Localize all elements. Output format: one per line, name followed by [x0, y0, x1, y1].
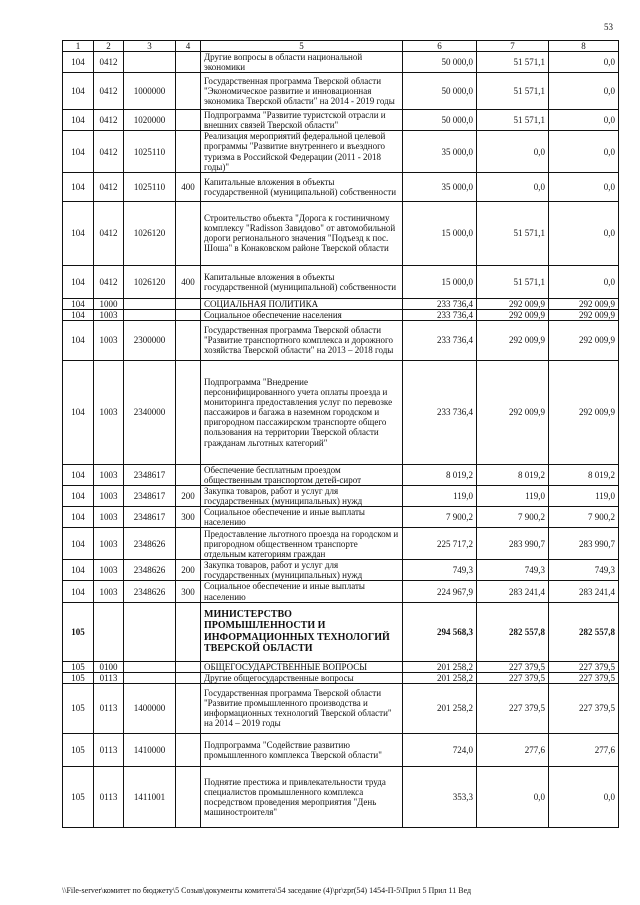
col3-cell	[124, 661, 176, 672]
col6-amount-cell: 201 258,2	[403, 672, 477, 683]
col1-cell: 104	[63, 52, 94, 73]
col2-cell: 1003	[94, 486, 124, 507]
column-header: 4	[176, 41, 201, 52]
col4-cell	[176, 73, 201, 110]
table-row	[63, 110, 619, 131]
col3-cell: 1026120	[124, 201, 176, 265]
table-row	[63, 201, 619, 265]
item-name-cell: МИНИСТЕРСТВО ПРОМЫШЛЕННОСТИ И ИНФОРМАЦИОННЫХ ТЕХНОЛОГИЙ ТВЕРСКОЙ ОБЛАСТИ	[201, 602, 403, 661]
col6-amount-cell: 50 000,0	[403, 73, 477, 110]
item-name-cell: Строительство объекта "Дорога к гостиничному комплексу "Radisson Завидово" от автомобильной дороги регионального значения "Подъезд к пос. Шоша" в Конаковском районе Тверской области	[201, 201, 403, 265]
col2-cell: 1003	[94, 464, 124, 485]
table-row	[63, 52, 619, 73]
col2-cell: 1003	[94, 320, 124, 360]
col3-cell: 2348617	[124, 464, 176, 485]
page-number: 53	[604, 22, 613, 32]
col7-amount-cell: 8 019,2	[477, 464, 549, 485]
col1-cell: 105	[63, 602, 94, 661]
col6-amount-cell: 15 000,0	[403, 265, 477, 298]
col6-amount-cell: 353,3	[403, 766, 477, 827]
table-row	[63, 560, 619, 581]
col8-amount-cell: 8 019,2	[549, 464, 619, 485]
col3-cell: 2348617	[124, 507, 176, 528]
col2-cell: 0412	[94, 131, 124, 172]
col4-cell	[176, 766, 201, 827]
table-header-row	[63, 41, 619, 52]
col2-cell: 0113	[94, 683, 124, 733]
col8-amount-cell: 227 379,5	[549, 661, 619, 672]
col7-amount-cell: 292 009,9	[477, 298, 549, 309]
col2-cell: 1003	[94, 528, 124, 560]
col4-cell	[176, 131, 201, 172]
col7-amount-cell: 282 557,8	[477, 602, 549, 661]
col6-amount-cell: 233 736,4	[403, 320, 477, 360]
col2-cell: 0412	[94, 265, 124, 298]
table-row	[63, 581, 619, 602]
col7-amount-cell: 292 009,9	[477, 309, 549, 320]
col4-cell	[176, 661, 201, 672]
col4-cell: 200	[176, 486, 201, 507]
col8-amount-cell: 0,0	[549, 73, 619, 110]
col2-cell: 0100	[94, 661, 124, 672]
table-row	[63, 528, 619, 560]
col2-cell: 0113	[94, 733, 124, 766]
col7-amount-cell: 283 990,7	[477, 528, 549, 560]
col2-cell: 0113	[94, 766, 124, 827]
col1-cell: 104	[63, 581, 94, 602]
col3-cell: 1411001	[124, 766, 176, 827]
col7-amount-cell: 0,0	[477, 766, 549, 827]
col4-cell	[176, 464, 201, 485]
col7-amount-cell: 749,3	[477, 560, 549, 581]
col4-cell: 200	[176, 560, 201, 581]
col6-amount-cell: 233 736,4	[403, 309, 477, 320]
col7-amount-cell: 51 571,1	[477, 110, 549, 131]
table-row	[63, 172, 619, 201]
col8-amount-cell: 0,0	[549, 131, 619, 172]
col3-cell: 2348626	[124, 560, 176, 581]
col8-amount-cell: 0,0	[549, 265, 619, 298]
col4-cell	[176, 298, 201, 309]
col4-cell	[176, 672, 201, 683]
col2-cell: 1003	[94, 309, 124, 320]
col6-amount-cell: 8 019,2	[403, 464, 477, 485]
col3-cell: 2348617	[124, 486, 176, 507]
col1-cell: 104	[63, 507, 94, 528]
item-name-cell: Закупка товаров, работ и услуг для государственных (муниципальных) нужд	[201, 560, 403, 581]
item-name-cell: Реализация мероприятий федеральной целевой программы "Развитие внутреннего и въездного туризма в Российской Федерации (2011 - 2018 годы)"	[201, 131, 403, 172]
col3-cell	[124, 309, 176, 320]
table-row	[63, 131, 619, 172]
column-header: 1	[63, 41, 94, 52]
col3-cell: 1025110	[124, 172, 176, 201]
col2-cell: 0412	[94, 52, 124, 73]
col4-cell	[176, 201, 201, 265]
col2-cell: 1003	[94, 360, 124, 464]
col8-amount-cell: 292 009,9	[549, 360, 619, 464]
column-header: 5	[201, 41, 403, 52]
col7-amount-cell: 7 900,2	[477, 507, 549, 528]
table-row	[63, 298, 619, 309]
col7-amount-cell: 227 379,5	[477, 672, 549, 683]
col3-cell: 2340000	[124, 360, 176, 464]
item-name-cell: Обеспечение бесплатным проездом общественным транспортом детей-сирот	[201, 464, 403, 485]
col7-amount-cell: 227 379,5	[477, 683, 549, 733]
col8-amount-cell: 283 241,4	[549, 581, 619, 602]
item-name-cell: ОБЩЕГОСУДАРСТВЕННЫЕ ВОПРОСЫ	[201, 661, 403, 672]
col8-amount-cell: 292 009,9	[549, 320, 619, 360]
col1-cell: 104	[63, 265, 94, 298]
col4-cell	[176, 733, 201, 766]
col3-cell	[124, 602, 176, 661]
col3-cell: 2348626	[124, 581, 176, 602]
col3-cell: 1400000	[124, 683, 176, 733]
col2-cell: 0412	[94, 110, 124, 131]
col3-cell: 2348626	[124, 528, 176, 560]
col4-cell	[176, 110, 201, 131]
col1-cell: 104	[63, 309, 94, 320]
col4-cell	[176, 320, 201, 360]
col8-amount-cell: 119,0	[549, 486, 619, 507]
col4-cell: 300	[176, 507, 201, 528]
col3-cell: 1026120	[124, 265, 176, 298]
col8-amount-cell: 0,0	[549, 52, 619, 73]
col2-cell: 1000	[94, 298, 124, 309]
col8-amount-cell: 282 557,8	[549, 602, 619, 661]
col3-cell: 2300000	[124, 320, 176, 360]
col3-cell: 1000000	[124, 73, 176, 110]
col7-amount-cell: 227 379,5	[477, 661, 549, 672]
item-name-cell: Государственная программа Тверской области "Развитие промышленного производства и информационных технологий Тверской области" на 2014 – 2019 годы	[201, 683, 403, 733]
col6-amount-cell: 35 000,0	[403, 172, 477, 201]
col1-cell: 104	[63, 560, 94, 581]
col2-cell: 0412	[94, 73, 124, 110]
col1-cell: 105	[63, 733, 94, 766]
item-name-cell: Подпрограмма "Развитие туристской отрасли и внешних связей Тверской области"	[201, 110, 403, 131]
col7-amount-cell: 51 571,1	[477, 265, 549, 298]
col8-amount-cell: 0,0	[549, 201, 619, 265]
col4-cell	[176, 360, 201, 464]
col3-cell	[124, 52, 176, 73]
table-row	[63, 733, 619, 766]
col6-amount-cell: 50 000,0	[403, 52, 477, 73]
item-name-cell: Социальное обеспечение и иные выплаты населению	[201, 507, 403, 528]
col1-cell: 105	[63, 766, 94, 827]
table-row	[63, 486, 619, 507]
col8-amount-cell: 0,0	[549, 110, 619, 131]
col3-cell	[124, 298, 176, 309]
col1-cell: 105	[63, 683, 94, 733]
item-name-cell: СОЦИАЛЬНАЯ ПОЛИТИКА	[201, 298, 403, 309]
footer-file-path: \\File-server\комитет по бюджету\5 Созыв\документы комитета\54 заседание (4)\pr\zpr(54) 1454-П-5\Прил 5 Прил 11 Вед	[62, 886, 472, 895]
col8-amount-cell: 749,3	[549, 560, 619, 581]
table-row	[63, 265, 619, 298]
column-header: 8	[549, 41, 619, 52]
col4-cell	[176, 309, 201, 320]
column-header: 2	[94, 41, 124, 52]
col2-cell: 1003	[94, 581, 124, 602]
col7-amount-cell: 292 009,9	[477, 320, 549, 360]
col4-cell: 400	[176, 172, 201, 201]
col8-amount-cell: 292 009,9	[549, 309, 619, 320]
col1-cell: 104	[63, 131, 94, 172]
col3-cell: 1025110	[124, 131, 176, 172]
col1-cell: 104	[63, 298, 94, 309]
col8-amount-cell: 227 379,5	[549, 672, 619, 683]
item-name-cell: Закупка товаров, работ и услуг для государственных (муниципальных) нужд	[201, 486, 403, 507]
col8-amount-cell: 277,6	[549, 733, 619, 766]
col2-cell: 1003	[94, 507, 124, 528]
col4-cell	[176, 602, 201, 661]
col8-amount-cell: 7 900,2	[549, 507, 619, 528]
item-name-cell: Капитальные вложения в объекты государственной (муниципальной) собственности	[201, 172, 403, 201]
col1-cell: 104	[63, 464, 94, 485]
col6-amount-cell: 7 900,2	[403, 507, 477, 528]
col4-cell	[176, 528, 201, 560]
item-name-cell: Поднятие престижа и привлекательности труда специалистов промышленного комплекса посредством проведения мероприятия "День машиностроителя"	[201, 766, 403, 827]
col3-cell: 1020000	[124, 110, 176, 131]
col6-amount-cell: 201 258,2	[403, 683, 477, 733]
col6-amount-cell: 119,0	[403, 486, 477, 507]
col1-cell: 104	[63, 73, 94, 110]
col6-amount-cell: 224 967,9	[403, 581, 477, 602]
col6-amount-cell: 35 000,0	[403, 131, 477, 172]
col7-amount-cell: 277,6	[477, 733, 549, 766]
column-header: 6	[403, 41, 477, 52]
col6-amount-cell: 233 736,4	[403, 360, 477, 464]
col2-cell: 0113	[94, 672, 124, 683]
item-name-cell: Другие вопросы в области национальной экономики	[201, 52, 403, 73]
col8-amount-cell: 0,0	[549, 766, 619, 827]
col1-cell: 105	[63, 672, 94, 683]
table-row	[63, 683, 619, 733]
col6-amount-cell: 724,0	[403, 733, 477, 766]
item-name-cell: Социальное обеспечение и иные выплаты населению	[201, 581, 403, 602]
col6-amount-cell: 50 000,0	[403, 110, 477, 131]
col2-cell: 1003	[94, 560, 124, 581]
col2-cell	[94, 602, 124, 661]
col1-cell: 104	[63, 486, 94, 507]
col3-cell	[124, 672, 176, 683]
col4-cell: 400	[176, 265, 201, 298]
item-name-cell: Государственная программа Тверской области "Развитие транспортного комплекса и дорожного хозяйства Тверской области" на 2013 – 2018 годы	[201, 320, 403, 360]
col1-cell: 104	[63, 110, 94, 131]
col6-amount-cell: 749,3	[403, 560, 477, 581]
col8-amount-cell: 227 379,5	[549, 683, 619, 733]
col8-amount-cell: 283 990,7	[549, 528, 619, 560]
col7-amount-cell: 283 241,4	[477, 581, 549, 602]
table-row	[63, 464, 619, 485]
table-row	[63, 507, 619, 528]
table-row	[63, 309, 619, 320]
col7-amount-cell: 0,0	[477, 172, 549, 201]
item-name-cell: Подпрограмма "Внедрение персонифицированного учета оплаты проезда и мониторинга предоставления услуг по перевозке пассажиров и багажа в наземном городском и пригородном пассажирском транспорте общего пользования на территории Тверской области гражданам льготных категорий"	[201, 360, 403, 464]
col6-amount-cell: 233 736,4	[403, 298, 477, 309]
item-name-cell: Предоставление льготного проезда на городском и пригородном общественном транспорте отдельным категориям граждан	[201, 528, 403, 560]
col6-amount-cell: 15 000,0	[403, 201, 477, 265]
item-name-cell: Государственная программа Тверской области "Экономическое развитие и инновационная экономика Тверской области" на 2014 - 2019 годы	[201, 73, 403, 110]
item-name-cell: Социальное обеспечение населения	[201, 309, 403, 320]
col2-cell: 0412	[94, 201, 124, 265]
col7-amount-cell: 0,0	[477, 131, 549, 172]
col4-cell: 300	[176, 581, 201, 602]
item-name-cell: Подпрограмма "Содействие развитию промышленного комплекса Тверской области"	[201, 733, 403, 766]
budget-table	[62, 40, 619, 828]
col1-cell: 104	[63, 201, 94, 265]
table-row	[63, 73, 619, 110]
column-header: 7	[477, 41, 549, 52]
table-row	[63, 320, 619, 360]
col1-cell: 105	[63, 661, 94, 672]
table-row	[63, 661, 619, 672]
col4-cell	[176, 683, 201, 733]
col7-amount-cell: 119,0	[477, 486, 549, 507]
col6-amount-cell: 201 258,2	[403, 661, 477, 672]
col7-amount-cell: 51 571,1	[477, 52, 549, 73]
col7-amount-cell: 51 571,1	[477, 73, 549, 110]
col1-cell: 104	[63, 172, 94, 201]
item-name-cell: Капитальные вложения в объекты государственной (муниципальной) собственности	[201, 265, 403, 298]
col7-amount-cell: 292 009,9	[477, 360, 549, 464]
item-name-cell: Другие общегосударственные вопросы	[201, 672, 403, 683]
col3-cell: 1410000	[124, 733, 176, 766]
table-row	[63, 766, 619, 827]
col8-amount-cell: 0,0	[549, 172, 619, 201]
col7-amount-cell: 51 571,1	[477, 201, 549, 265]
table-row	[63, 602, 619, 661]
col6-amount-cell: 225 717,2	[403, 528, 477, 560]
col4-cell	[176, 52, 201, 73]
table-row	[63, 672, 619, 683]
col2-cell: 0412	[94, 172, 124, 201]
col6-amount-cell: 294 568,3	[403, 602, 477, 661]
col1-cell: 104	[63, 360, 94, 464]
col1-cell: 104	[63, 320, 94, 360]
table-row	[63, 360, 619, 464]
column-header: 3	[124, 41, 176, 52]
col1-cell: 104	[63, 528, 94, 560]
col8-amount-cell: 292 009,9	[549, 298, 619, 309]
